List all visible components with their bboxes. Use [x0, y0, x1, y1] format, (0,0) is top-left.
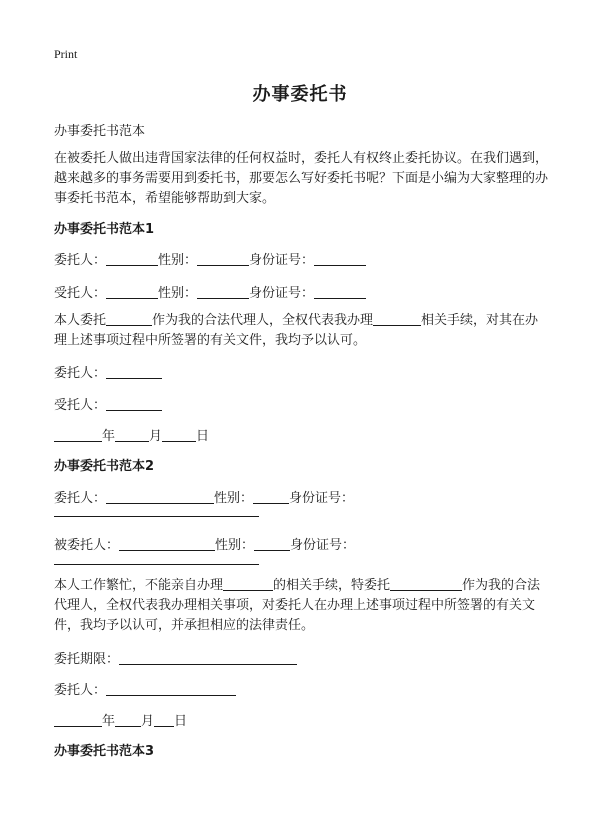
subtitle: 办事委托书范本 [54, 124, 146, 139]
sample2-agent-row [54, 534, 355, 553]
sign-label: 委托人： [54, 683, 107, 698]
print-link[interactable]: Print [54, 47, 78, 61]
blank-field [119, 536, 215, 551]
agent-label: 受托人： [54, 286, 107, 301]
gender-label: 性别： [158, 286, 198, 301]
sample1-heading: 办事委托书范本1 [54, 222, 155, 237]
year-label: 年 [102, 429, 116, 444]
blank-field [197, 284, 249, 299]
sample2-principal-row [54, 487, 354, 506]
sample1-sign-agent [54, 394, 162, 413]
month-label: 月 [149, 429, 163, 444]
blank-field [197, 251, 249, 266]
gender-label: 性别： [215, 538, 255, 553]
sample2-body-paragraph [54, 576, 549, 636]
sample1-body-paragraph [54, 311, 549, 351]
blank-field [314, 251, 366, 266]
body-text: 本人工作繁忙，不能亲自办理 [54, 578, 224, 593]
sign-label: 受托人： [54, 398, 107, 413]
day-label: 日 [174, 714, 188, 729]
blank-field [254, 536, 290, 551]
blank-field [253, 489, 289, 504]
sample2-sign-principal [54, 679, 236, 698]
blank-field [115, 712, 141, 727]
body-text: 的相关手续，特委托 [273, 578, 391, 593]
sample1-agent-row [54, 282, 366, 301]
body-text: 相关手续，对其在办理上述事项过程中所签署的有关文件，我均予以认可。 [54, 313, 539, 348]
id-number-line [54, 516, 259, 517]
year-label: 年 [102, 714, 116, 729]
day-label: 日 [196, 429, 210, 444]
sample3-heading: 办事委托书范本3 [54, 744, 155, 759]
intro-paragraph: 在被委托人做出违背国家法律的任何权益时，委托人有权终止委托协议。在我们遇到，越来越多的事务需要用到委托书，那要怎么写好委托书呢？下面是小编为大家整理的办事委托书范本，希望能够帮助到大家。 [54, 151, 549, 206]
gender-label: 性别： [214, 491, 254, 506]
id-number-line [54, 564, 259, 565]
principal-label: 委托人： [54, 491, 107, 506]
body-text: 本人委托 [54, 313, 107, 328]
sample2-date-row [54, 710, 187, 729]
body-text: 作为我的合法代理人，全权代表我办理相关事项，对委托人在办理上述事项过程中所签署的有关文件，我均予以认可，并承担相应的法律责任。 [54, 578, 541, 633]
page-title: 办事委托书 [252, 84, 348, 105]
blank-field [373, 311, 421, 326]
agent-label: 被委托人： [54, 538, 120, 553]
blank-field [314, 284, 366, 299]
sample1-sign-principal [54, 362, 162, 381]
principal-label: 委托人： [54, 253, 107, 268]
id-label: 身份证号： [249, 286, 315, 301]
blank-field [54, 427, 102, 442]
blank-field [106, 681, 236, 696]
sample2-term-row [54, 648, 297, 667]
blank-field [106, 251, 158, 266]
blank-field [54, 712, 102, 727]
id-label: 身份证号： [290, 538, 356, 553]
sample1-date-row [54, 425, 209, 444]
blank-field [106, 284, 158, 299]
id-label: 身份证号： [289, 491, 355, 506]
sign-label: 委托人： [54, 366, 107, 381]
month-label: 月 [141, 714, 155, 729]
blank-field [106, 396, 162, 411]
gender-label: 性别： [158, 253, 198, 268]
blank-field [106, 489, 214, 504]
blank-field [223, 576, 273, 591]
term-label: 委托期限： [54, 652, 120, 667]
blank-field [390, 576, 462, 591]
sample1-principal-row [54, 249, 366, 268]
sample2-heading: 办事委托书范本2 [54, 459, 155, 474]
blank-field [154, 712, 174, 727]
blank-field [106, 311, 152, 326]
blank-field [106, 364, 162, 379]
blank-field [162, 427, 196, 442]
blank-field [115, 427, 149, 442]
body-text: 作为我的合法代理人，全权代表我办理 [152, 313, 374, 328]
blank-field [119, 650, 297, 665]
id-label: 身份证号： [249, 253, 315, 268]
